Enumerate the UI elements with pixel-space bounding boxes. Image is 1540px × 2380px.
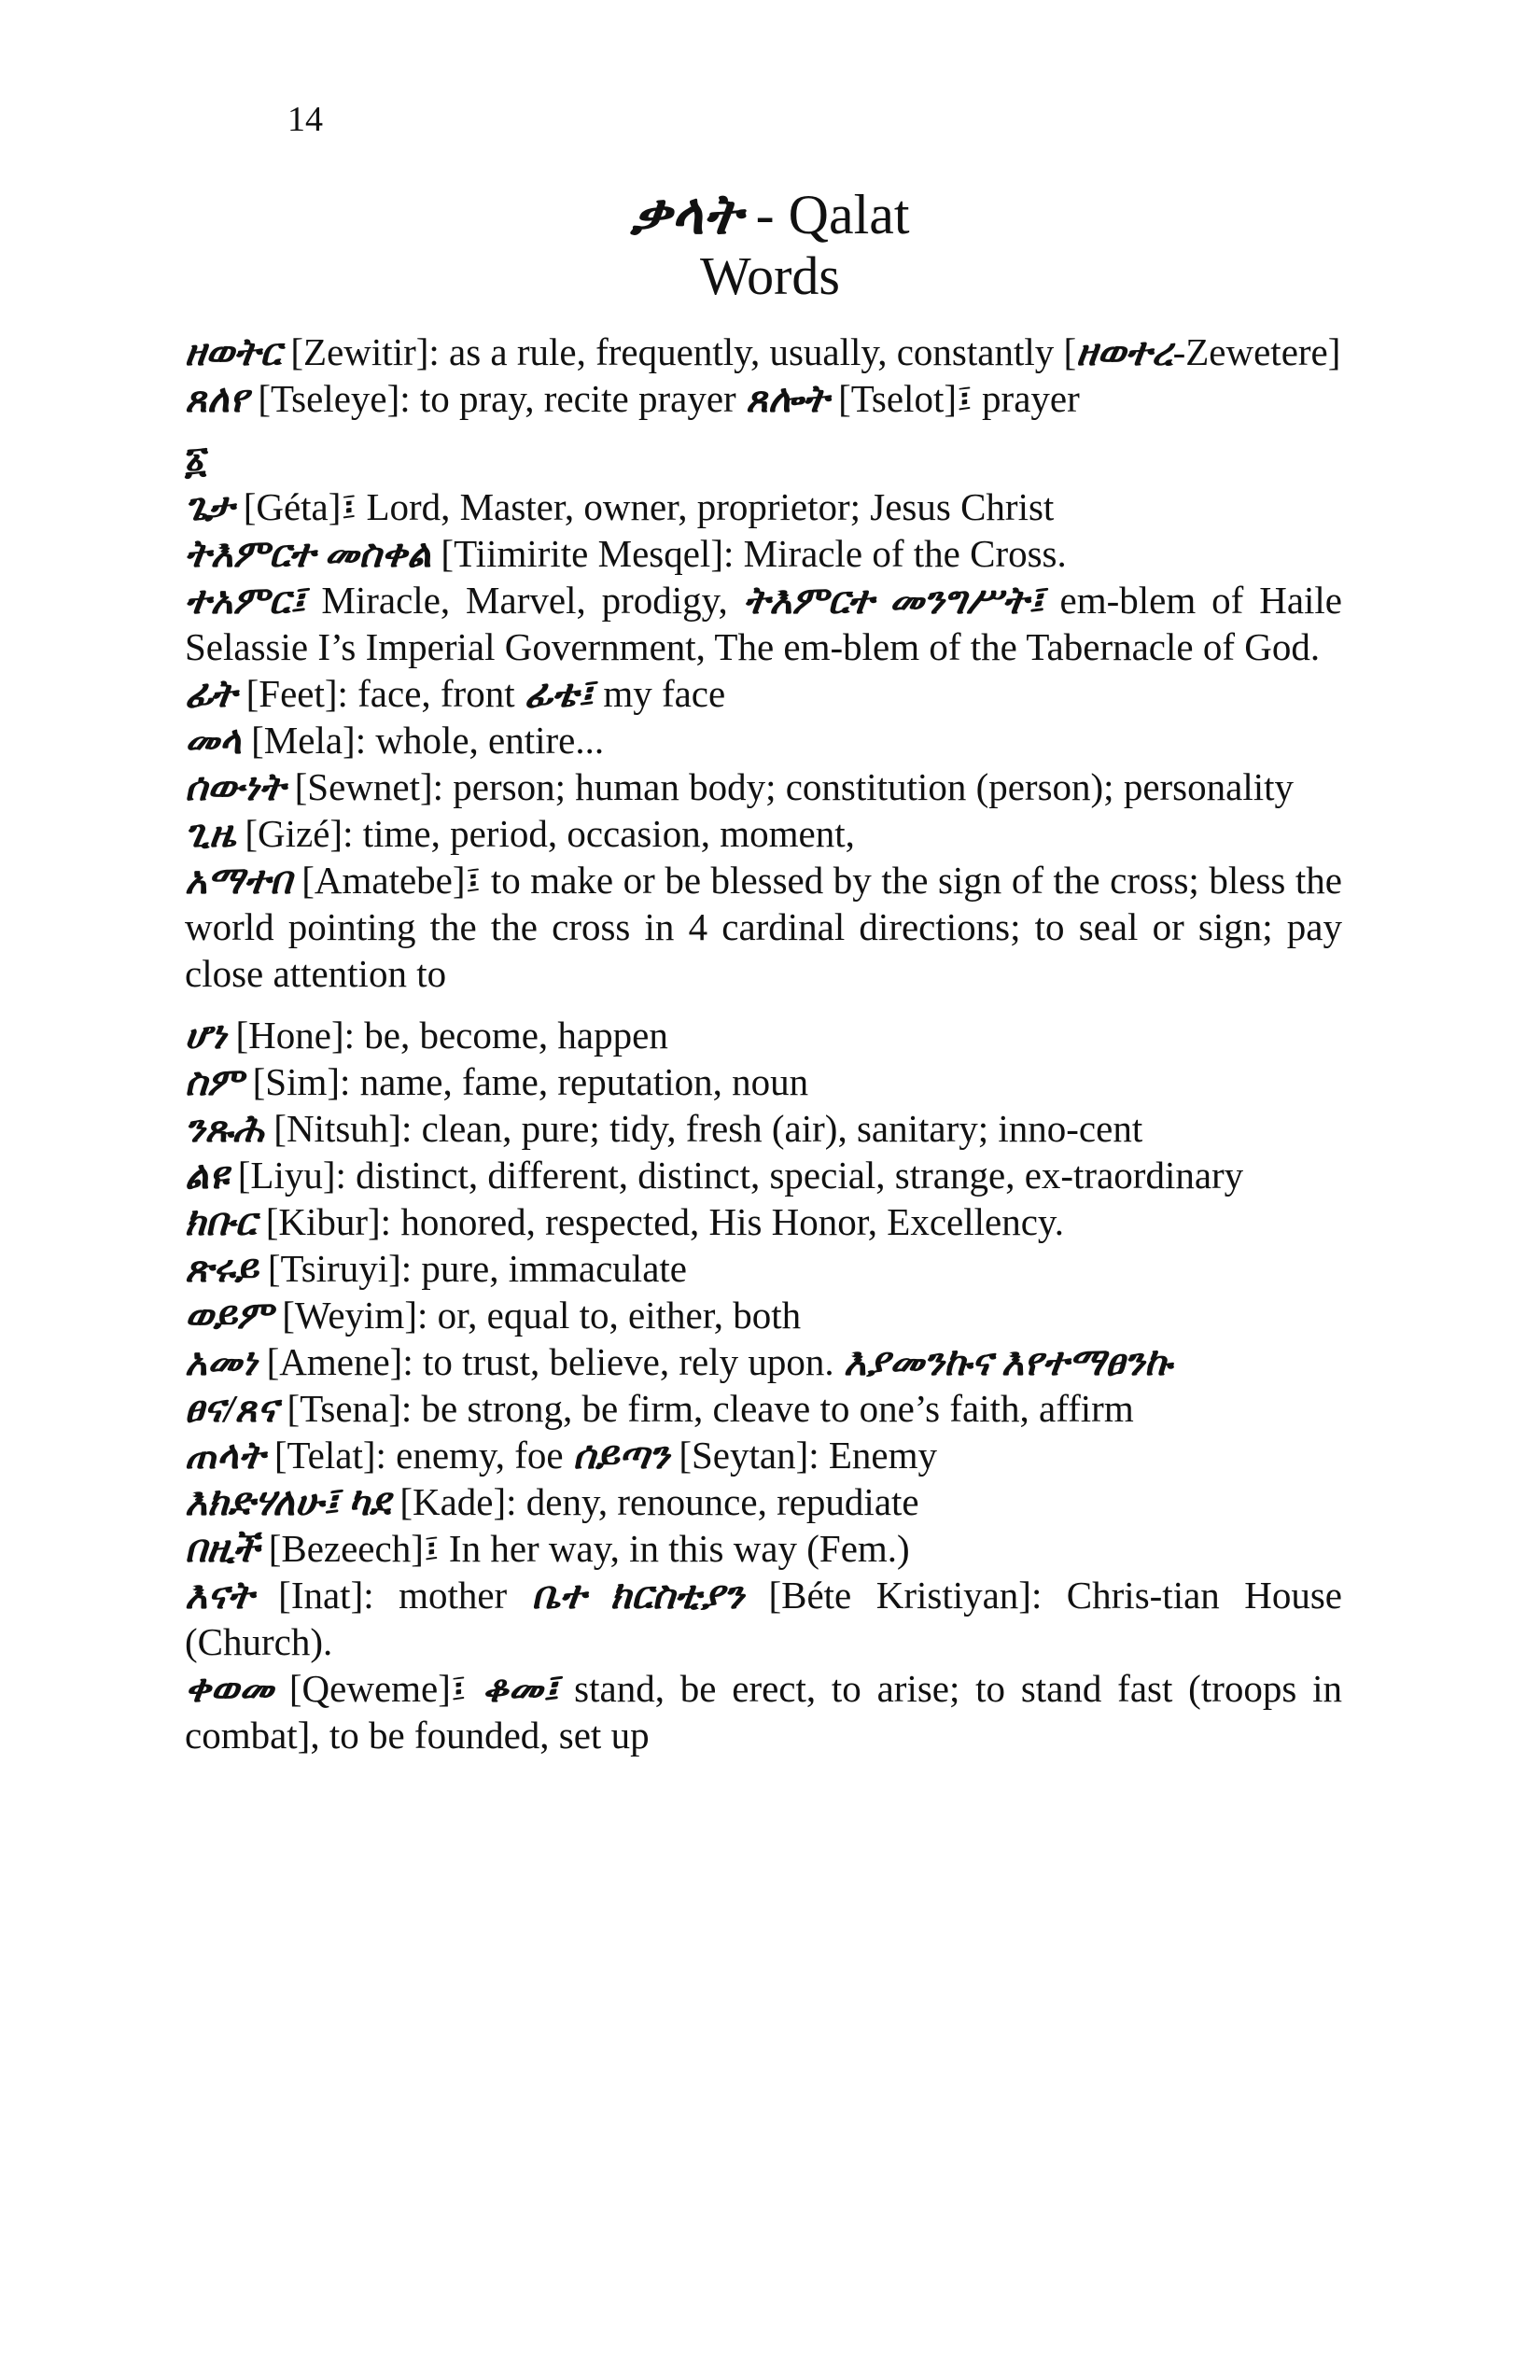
- glossary-entry-hone: [185, 1012, 1342, 1058]
- title-separator: -: [741, 184, 789, 245]
- glossary-entry-teamir: [185, 577, 1342, 670]
- glossary-entry-tsena: [185, 1385, 1342, 1432]
- amharic-term: አመነ: [185, 1340, 258, 1383]
- entry-definition: [Mela]: whole, entire...: [241, 719, 605, 762]
- page-number: 14: [287, 100, 323, 139]
- entry-definition: -Zewetere]: [1172, 330, 1341, 373]
- amharic-term: ትእምርተ መንግሥት፤: [743, 579, 1044, 622]
- entry-definition: [Tiimirite Mesqel]: Miracle of the Cross.: [431, 532, 1067, 575]
- glossary-entry-geta: [185, 483, 1342, 530]
- entry-definition: [Bezeech]፤ In her way, in this way (Fem.): [259, 1527, 910, 1570]
- glossary-entry-bezeech: [185, 1525, 1342, 1572]
- amharic-term: ክቡር: [185, 1200, 257, 1243]
- amharic-term: ጊዜ: [185, 812, 236, 855]
- glossary-entry-liyu: [185, 1152, 1342, 1198]
- entry-definition: stand, be erect, to arise; to stand fast (troops in combat], to be founded, set up: [185, 1667, 1342, 1757]
- glossary-entry-qeweme: [185, 1665, 1342, 1758]
- amharic-term: ፊቴ፤: [524, 672, 595, 715]
- glossary-entry-sim: [185, 1058, 1342, 1105]
- ethiopic-numeral: ፩: [185, 439, 209, 482]
- amharic-term: ቀወመ: [185, 1667, 274, 1710]
- glossary-list: [185, 329, 1342, 1758]
- amharic-term: ሰውነት: [185, 765, 286, 808]
- page-subtitle: Words: [700, 245, 840, 306]
- entry-definition: [Telat]: enemy, foe: [264, 1434, 573, 1477]
- amharic-term: እያመንኩና እየተማፀንኩ: [843, 1340, 1172, 1383]
- amharic-term: ስም: [185, 1060, 244, 1103]
- entry-definition: Miracle, Marvel, prodigy,: [305, 579, 744, 622]
- entry-definition: [Tsiruyi]: pure, immaculate: [258, 1247, 687, 1290]
- amharic-term: እክድሃለሁ፤ ካደ: [185, 1480, 391, 1523]
- glossary-entry-nitsuh: [185, 1105, 1342, 1152]
- amharic-term: ጸሎት: [745, 377, 829, 420]
- amharic-term: መላ: [185, 719, 242, 762]
- amharic-term: ዘወትር: [185, 330, 282, 373]
- glossary-entry-feet: [185, 670, 1342, 717]
- glossary-entry-weyim: [185, 1292, 1342, 1338]
- glossary-entry-gize: [185, 810, 1342, 857]
- entry-definition: [Géta]፤ Lord, Master, owner, proprietor; Jesus Christ: [233, 485, 1055, 528]
- glossary-entry-sewnet: [185, 763, 1342, 810]
- entry-definition: em-blem of Haile Selassie I’s Imperial Government, The em-blem of the Tabernacle of God.: [185, 579, 1342, 668]
- entry-definition: [Nitsuh]: clean, pure; tidy, fresh (air), sanitary; inno-cent: [264, 1107, 1143, 1150]
- glossary-entry-amene: [185, 1338, 1342, 1385]
- entry-definition: [Sim]: name, fame, reputation, noun: [243, 1060, 809, 1103]
- entry-definition: [Inat]: mother: [253, 1574, 532, 1617]
- glossary-entry-mela: [185, 717, 1342, 763]
- glossary-entry-telat: [185, 1432, 1342, 1478]
- amharic-term: ወይም: [185, 1294, 273, 1337]
- entry-definition: [Gizé]: time, period, occasion, moment,: [235, 812, 855, 855]
- entry-definition: [Weyim]: or, equal to, either, both: [273, 1294, 802, 1337]
- entry-definition: [Qeweme]፤: [273, 1667, 483, 1710]
- amharic-term: ሆነ: [185, 1014, 227, 1057]
- entry-definition: [Seytan]: Enemy: [669, 1434, 937, 1477]
- entry-definition: [Amene]: to trust, believe, rely upon.: [257, 1340, 844, 1383]
- title-latin: Qalat: [788, 184, 910, 245]
- amharic-term: ቆመ፤: [482, 1667, 559, 1710]
- amharic-term: ጸለየ: [185, 377, 249, 420]
- glossary-entry-amatebe: [185, 857, 1342, 997]
- entry-definition: [Feet]: face, front: [236, 672, 525, 715]
- amharic-term: ትእምርተ መስቀል: [185, 532, 432, 575]
- entry-definition: [Kade]: deny, renounce, repudiate: [390, 1480, 919, 1523]
- entry-definition: [Béte Kristiyan]: Chris-tian House (Church).: [185, 1574, 1342, 1663]
- glossary-entry-tseleye: [185, 375, 1342, 422]
- entry-definition: [Kibur]: honored, respected, His Honor, Excellency.: [256, 1200, 1064, 1243]
- glossary-entry-inat: [185, 1572, 1342, 1665]
- amharic-term: ሰይጣን: [572, 1434, 670, 1477]
- amharic-term: እናት: [185, 1574, 254, 1617]
- page-title: [0, 182, 1540, 247]
- amharic-term: ጌታ: [185, 485, 234, 528]
- entry-definition: [Amatebe]፤ to make or be blessed by the sign of the cross; bless the world pointing the the cross in 4 cardinal directions; to seal or sign; pay close attention to: [185, 859, 1342, 995]
- amharic-term: ዘወተረ: [1076, 330, 1173, 373]
- amharic-term: ጽሩይ: [185, 1247, 259, 1290]
- glossary-entry-kade: [185, 1478, 1342, 1525]
- entry-definition: [Tseleye]: to pray, recite prayer: [248, 377, 746, 420]
- entry-definition: [Zewitir]: as a rule, frequently, usually, constantly [: [281, 330, 1077, 373]
- title-amharic: ቃላት: [630, 184, 742, 245]
- glossary-entry-numeral-one: [185, 437, 1342, 483]
- amharic-term: በዚች: [185, 1527, 259, 1570]
- amharic-term: ንጹሕ: [185, 1107, 265, 1150]
- entry-definition: [Hone]: be, become, happen: [226, 1014, 668, 1057]
- entry-definition: my face: [594, 672, 726, 715]
- entry-definition: [Sewnet]: person; human body; constitution (person); personality: [285, 765, 1295, 808]
- amharic-term: አማተበ: [185, 859, 292, 902]
- glossary-entry-tsiruyi: [185, 1245, 1342, 1292]
- amharic-term: ጠላት: [185, 1434, 265, 1477]
- glossary-entry-tiimirite-mesqel: [185, 530, 1342, 577]
- amharic-term: ተአምር፤: [185, 579, 306, 622]
- amharic-term: ፀና/ጸና: [185, 1387, 278, 1430]
- glossary-entry-zewitir: [185, 329, 1342, 375]
- entry-definition: [Tselot]፤ prayer: [828, 377, 1080, 420]
- entry-definition: [Tsena]: be strong, be firm, cleave to one’s faith, affirm: [277, 1387, 1134, 1430]
- entry-definition: [Liyu]: distinct, different, distinct, special, strange, ex-traordinary: [228, 1154, 1244, 1197]
- amharic-term: ቤተ ክርስቲያን: [531, 1574, 744, 1617]
- amharic-term: ፊት: [185, 672, 237, 715]
- amharic-term: ልዩ: [185, 1154, 229, 1197]
- glossary-entry-kibur: [185, 1198, 1342, 1245]
